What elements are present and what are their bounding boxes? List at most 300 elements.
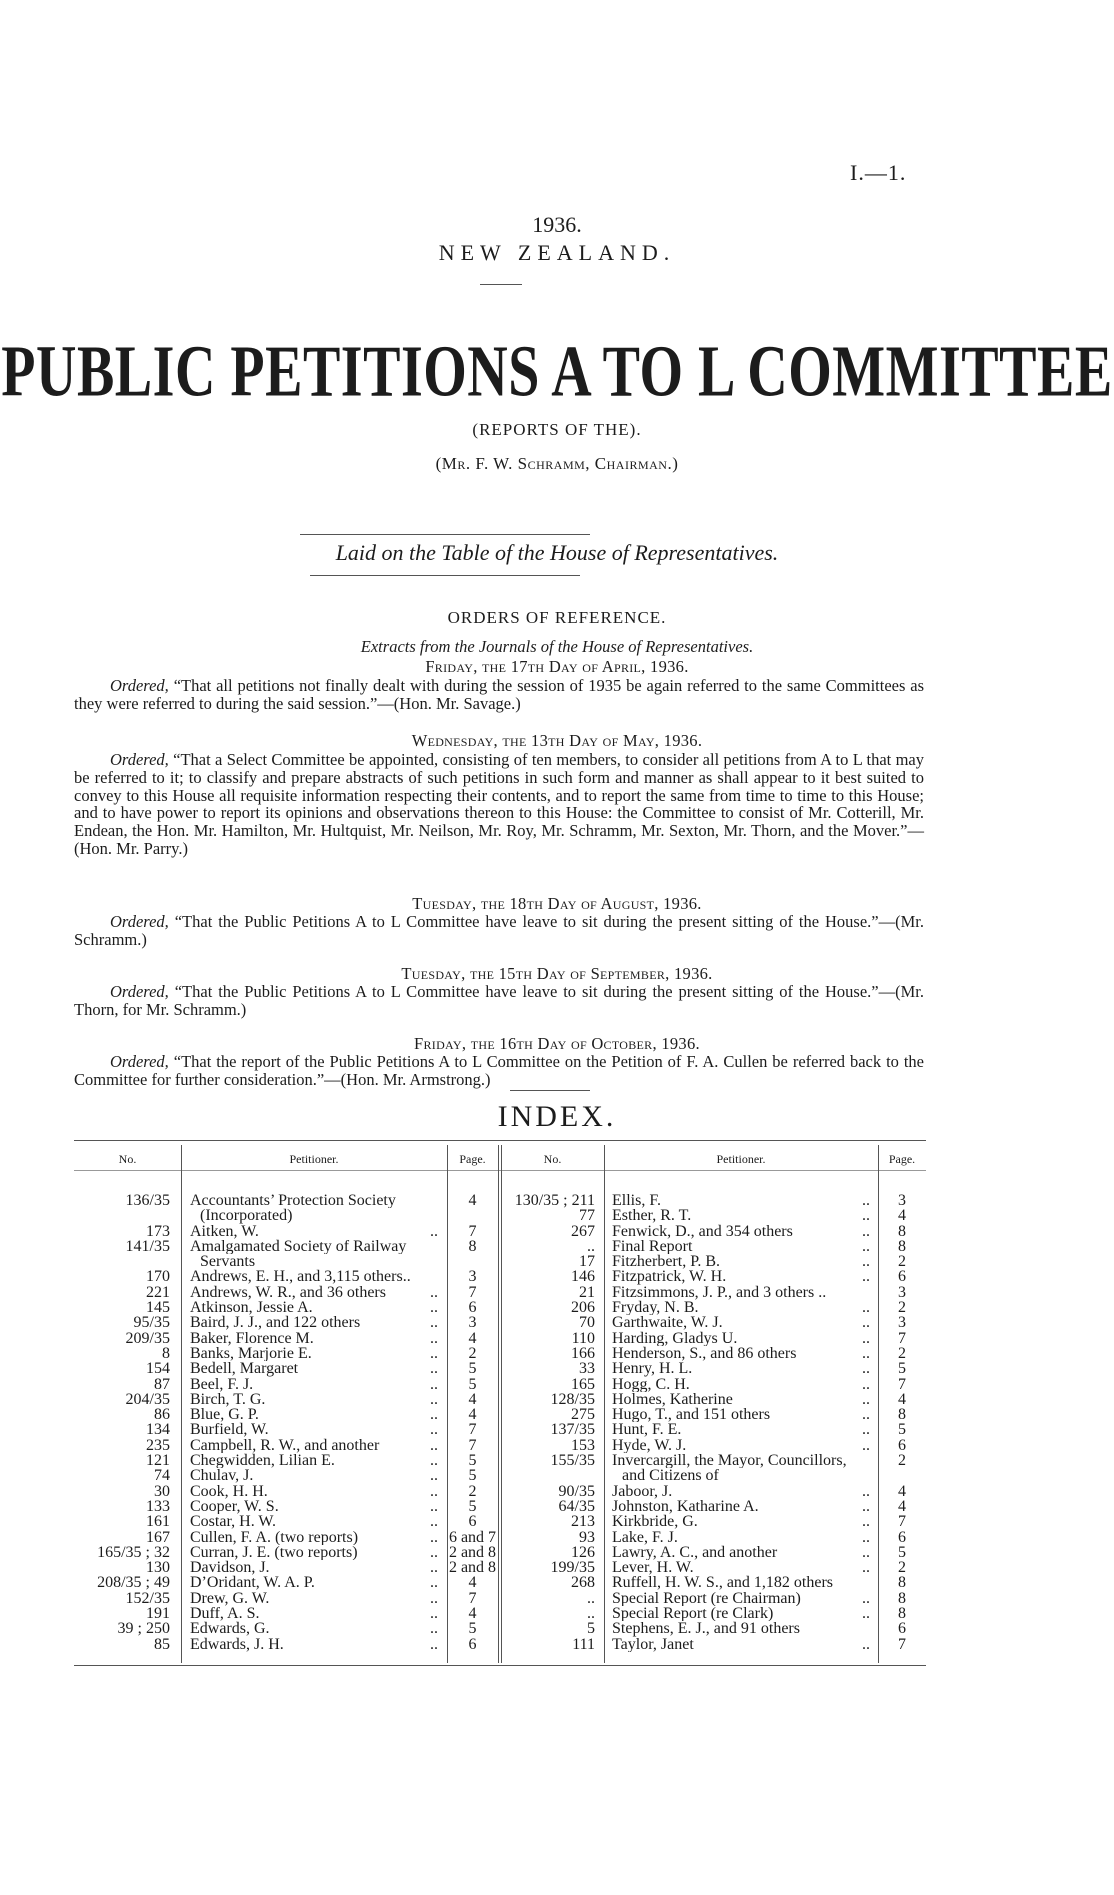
order-text: “That the report of the Public Petitions A to L Committee on the Petition of F. A. Cullen be referred back to the Committee for further consideration.”—(Hon. Mr. Armstrong.) [74, 1052, 925, 1089]
index-number: 221 [146, 1284, 170, 1301]
leader-dots: .. [862, 1361, 870, 1377]
index-petitioner [190, 1285, 442, 1300]
petitioner-name: Chegwidden, Lilian E. [190, 1453, 335, 1469]
index-number: 165/35 ; 32 [97, 1544, 170, 1561]
index-page: 5 [898, 1361, 906, 1377]
index-petitioner [190, 1224, 442, 1239]
petitioner-name: Duff, A. S. [190, 1606, 260, 1622]
index-page: 5 [468, 1361, 477, 1377]
petitioner-name: Cook, H. H. [190, 1483, 268, 1499]
index-page: 4 [898, 1498, 906, 1515]
column-rule [498, 1145, 499, 1663]
leader-dots: .. [430, 1483, 438, 1499]
leader-dots: .. [430, 1575, 438, 1591]
order-date: Friday, the 16th Day of October, 1936. [414, 1034, 700, 1053]
index-petitioner [612, 1285, 874, 1300]
index-page: 4 [468, 1407, 477, 1423]
index-petitioner [190, 1514, 442, 1529]
petitioner-name: Final Report [612, 1238, 693, 1255]
index-page: 4 [898, 1391, 906, 1408]
order-date: Wednesday, the 13th Day of May, 1936. [411, 731, 703, 750]
index-number: 86 [154, 1407, 170, 1423]
leader-dots: .. [862, 1208, 870, 1224]
petitioner-name: Lawry, A. C., and another [612, 1544, 778, 1561]
order-date: Friday, the 17th Day of April, 1936. [425, 657, 689, 676]
leader-dots: .. [430, 1498, 438, 1515]
right-page-column [878, 1193, 926, 1652]
order-text: “That all petitions not finally dealt with during the session of 1935 be again referred to the same Committees as they were referred to during the said session.”—(Hon. Mr. Savage.) [74, 676, 925, 713]
order-text: “That the Public Petitions A to L Committee have leave to sit during the present sitting of the House.”—(Mr. Thorn, for Mr. Schramm.) [74, 982, 924, 1019]
index-page: 6 [898, 1437, 906, 1454]
index-page: 7 [468, 1422, 477, 1438]
index-page: 5 [468, 1376, 477, 1392]
petitioner-name: Drew, G. W. [190, 1590, 270, 1607]
index-petitioner [190, 1545, 442, 1560]
index-petitioner [190, 1239, 442, 1254]
divider [300, 534, 590, 535]
index-petitioner [612, 1193, 874, 1208]
leader-dots: .. [862, 1254, 870, 1270]
order-date: Tuesday, the 18th Day of August, 1936. [412, 894, 702, 913]
leader-dots: .. [862, 1315, 870, 1331]
petitioner-name: Taylor, Janet [612, 1636, 694, 1652]
ordered-label: Ordered, [110, 982, 169, 1001]
petitioner-name: Esther, R. T. [612, 1208, 692, 1224]
petitioner-name: Ruffell, H. W. S., and 1,182 others [612, 1575, 834, 1591]
index-number: .. [587, 1590, 595, 1607]
petitioner-name: Amalgamated Society of Railway [190, 1238, 407, 1255]
index-page: 2 [898, 1560, 906, 1576]
index-petitioner [612, 1392, 874, 1407]
petitioner-name: Garthwaite, W. J. [612, 1315, 723, 1331]
index-page: 6 [898, 1269, 906, 1285]
leader-dots: .. [430, 1514, 438, 1530]
petitioner-name: Bedell, Margaret [190, 1361, 299, 1377]
index-number: 166 [571, 1345, 595, 1362]
index-page: 2 [898, 1300, 906, 1316]
petitioner-name: Campbell, R. W., and another [190, 1437, 380, 1454]
petitioner-name: Accountants’ Protection Society [190, 1193, 396, 1209]
index-petitioner [190, 1468, 442, 1483]
index-petitioner [190, 1361, 442, 1376]
petitioner-name: Fenwick, D., and 354 others [612, 1223, 793, 1239]
petitioner-name: Andrews, W. R., and 36 others [190, 1284, 386, 1301]
extracts-line: Extracts from the Journals of the House of Representatives. [360, 637, 754, 656]
index-petitioner [190, 1438, 442, 1453]
petitioner-name: Burfield, W. [190, 1422, 269, 1438]
leader-dots: .. [430, 1529, 438, 1545]
petitioner-name: Hugo, T., and 151 others [612, 1407, 771, 1423]
index-page: 3 [468, 1315, 477, 1331]
index-number: 146 [571, 1269, 595, 1285]
column-rule [604, 1145, 605, 1663]
index-page: 6 [468, 1300, 477, 1316]
index-number: .. [587, 1606, 595, 1622]
order-text: “That a Select Committee be appointed, consisting of ten members, to consider all petitions from A to L that may be referred to it; to classify and prepare abstracts of such petitions in such form and manner as shall appear to it best suited to convey to this House all requisite information respecting their contents, and to report the same from time to time to this House; and to have power to report its opinions and observations thereon to this House: the Committee to consist of Mr. Cotterill, Mr. Endean, the Hon. Mr. Hamilton, Mr. Hultquist, Mr. Neilson, Mr. Roy, Mr. Schramm, Mr. Sexton, Mr. Thorn, and the Mover.”—(Hon. Mr. Parry.) [74, 750, 925, 858]
index-page: 6 and 7 [448, 1529, 497, 1545]
index-number: 5 [587, 1621, 595, 1637]
laid-statement: Laid on the Table of the House of Representatives. [335, 540, 779, 565]
leader-dots: .. [430, 1453, 438, 1469]
leader-dots: .. [862, 1590, 870, 1607]
petitioner-name: Servants [200, 1254, 256, 1270]
index-page: 3 [898, 1284, 906, 1301]
country: NEW ZEALAND. [438, 240, 676, 265]
index-page: 7 [898, 1330, 906, 1346]
petitioner-name: (Incorporated) [200, 1208, 293, 1224]
index-title: INDEX. [497, 1100, 617, 1133]
index-page: 6 [468, 1514, 477, 1530]
index-number: 145 [146, 1300, 170, 1316]
index-petitioner [190, 1499, 442, 1514]
index-number: 213 [571, 1514, 595, 1530]
petitioner-name: Fitzherbert, P. B. [612, 1254, 720, 1270]
index-number: 191 [146, 1606, 170, 1622]
leader-dots: .. [862, 1300, 870, 1316]
leader-dots: .. [430, 1590, 438, 1607]
leader-dots: .. [862, 1514, 870, 1530]
leader-dots: .. [862, 1636, 870, 1652]
index-number: 153 [571, 1437, 595, 1454]
index-page: 5 [468, 1453, 477, 1469]
index-petitioner [612, 1637, 874, 1652]
petitioner-name: Fitzsimmons, J. P., and 3 others .. [612, 1284, 827, 1301]
index-petitioner [190, 1606, 442, 1621]
leader-dots: .. [430, 1376, 438, 1392]
index-petitioner [612, 1530, 874, 1545]
petitioner-name: Holmes, Katherine [612, 1391, 733, 1408]
petitioner-name: Beel, F. J. [190, 1376, 254, 1392]
index-petitioner [190, 1453, 442, 1468]
petitioner-name: Henderson, S., and 86 others [612, 1345, 797, 1362]
petitioner-name: Harding, Gladys U. [612, 1330, 738, 1346]
index-petitioner [612, 1499, 874, 1514]
leader-dots: .. [430, 1300, 438, 1316]
index-petitioner [612, 1621, 874, 1636]
index-page: 7 [468, 1223, 477, 1239]
index-number: 90/35 [558, 1483, 595, 1499]
index-page: 7 [468, 1590, 477, 1607]
petitioner-name: Atkinson, Jessie A. [190, 1300, 313, 1316]
index-petitioner [190, 1193, 442, 1208]
index-petitioner [190, 1560, 442, 1575]
leader-dots: .. [862, 1223, 870, 1239]
order-paragraph [74, 1053, 924, 1089]
column-rule [181, 1145, 182, 1663]
index-number: 268 [571, 1575, 595, 1591]
petitioner-name: Special Report (re Clark) [612, 1606, 774, 1622]
index-number [74, 1254, 170, 1269]
leader-dots: .. [862, 1376, 870, 1392]
index-number: 85 [154, 1636, 170, 1652]
index-number: 110 [571, 1330, 595, 1346]
index-petitioner [190, 1254, 442, 1269]
petitioner-name: Henry, H. L. [612, 1361, 693, 1377]
leader-dots: .. [430, 1606, 438, 1622]
leader-dots: .. [862, 1269, 870, 1285]
petitioner-name: Lever, H. W. [612, 1560, 694, 1576]
leader-dots: .. [430, 1284, 438, 1301]
index-number: 17 [579, 1254, 595, 1270]
leader-dots: .. [430, 1223, 438, 1239]
index-number: 204/35 [125, 1391, 170, 1408]
index-page: 2 and 8 [448, 1544, 497, 1561]
index-petitioner [190, 1637, 442, 1652]
table-top-rule [74, 1140, 926, 1141]
right-number-column [501, 1193, 595, 1652]
index-number: 275 [571, 1407, 595, 1423]
table-bottom-rule [74, 1665, 926, 1666]
petitioner-name: and Citizens of [622, 1468, 719, 1484]
index-number: 121 [146, 1453, 170, 1469]
table-header-rule [74, 1170, 926, 1171]
index-page: 4 [898, 1483, 906, 1499]
petitioner-name: Lake, F. J. [612, 1529, 678, 1545]
index-page: 8 [898, 1606, 906, 1622]
leader-dots: .. [430, 1621, 438, 1637]
petitioner-name: Chulav, J. [190, 1468, 254, 1484]
leader-dots: .. [430, 1315, 438, 1331]
index-petitioner [612, 1545, 874, 1560]
index-petitioner [612, 1361, 874, 1376]
index-number: 165 [571, 1376, 595, 1392]
header-no: No. [118, 1152, 137, 1166]
petitioner-name: Stephens, E. J., and 91 others [612, 1621, 800, 1637]
leader-dots: .. [430, 1330, 438, 1346]
leader-dots: .. [862, 1422, 870, 1438]
index-number: .. [587, 1238, 595, 1255]
index-page [447, 1254, 498, 1269]
index-petitioner [612, 1453, 874, 1468]
petitioner-name: Ellis, F. [612, 1193, 661, 1209]
index-number: 154 [146, 1361, 170, 1377]
index-page: 8 [898, 1223, 906, 1239]
index-petitioner [190, 1315, 442, 1330]
ordered-label: Ordered, [110, 912, 169, 931]
index-page: 5 [468, 1621, 477, 1637]
leader-dots: .. [862, 1483, 870, 1499]
index-page: 2 [898, 1453, 906, 1469]
index-number: 235 [146, 1437, 170, 1454]
petitioner-name: Johnston, Katharine A. [612, 1498, 759, 1515]
petitioner-name: Andrews, E. H., and 3,115 others.. [190, 1269, 411, 1285]
petitioner-name: Curran, J. E. (two reports) [190, 1544, 358, 1561]
index-number: 77 [579, 1208, 595, 1224]
index-petitioner [612, 1224, 874, 1239]
petitioner-name: Hyde, W. J. [612, 1437, 687, 1454]
order-date: Tuesday, the 15th Day of September, 1936. [401, 964, 713, 983]
index-number: 161 [146, 1514, 170, 1530]
index-petitioner [612, 1377, 874, 1392]
index-petitioner [612, 1575, 874, 1590]
index-number: 21 [579, 1284, 595, 1301]
index-number: 141/35 [125, 1238, 170, 1255]
order-text: “That the Public Petitions A to L Committee have leave to sit during the present sitting of the House.”—(Mr. Schramm.) [74, 912, 924, 949]
index-page: 4 [898, 1208, 906, 1224]
index-page: 2 [468, 1345, 477, 1362]
index-number: 128/35 [550, 1391, 595, 1408]
index-number [74, 1208, 170, 1223]
leader-dots: .. [430, 1437, 438, 1454]
header-page: Page. [888, 1152, 916, 1166]
petitioner-name: Hogg, C. H. [612, 1376, 690, 1392]
index-page: 6 [898, 1529, 906, 1545]
petitioner-name: Special Report (re Chairman) [612, 1590, 801, 1607]
index-number: 133 [146, 1498, 170, 1515]
index-page: 2 and 8 [448, 1560, 497, 1576]
index-petitioner [612, 1514, 874, 1529]
petitioner-name: Cooper, W. S. [190, 1498, 279, 1515]
index-page: 2 [898, 1254, 906, 1270]
header-petitioner: Petitioner. [716, 1152, 766, 1166]
index-page: 4 [468, 1606, 477, 1622]
index-number: 39 ; 250 [117, 1621, 170, 1637]
leader-dots: .. [862, 1193, 870, 1209]
leader-dots: .. [862, 1345, 870, 1362]
orders-heading: ORDERS OF REFERENCE. [447, 608, 667, 627]
subtitle: (REPORTS OF THE). [472, 420, 642, 439]
index-number: 208/35 ; 49 [97, 1575, 170, 1591]
divider [510, 1090, 590, 1091]
petitioner-name: Invercargill, the Mayor, Councillors, [612, 1453, 847, 1469]
index-petitioner [190, 1621, 442, 1636]
index-petitioner [190, 1407, 442, 1422]
index-page: 3 [898, 1193, 906, 1209]
petitioner-name: Banks, Marjorie E. [190, 1345, 312, 1362]
petitioner-name: Fitzpatrick, W. H. [612, 1269, 727, 1285]
index-petitioner [190, 1422, 442, 1437]
order-paragraph [74, 751, 924, 858]
leader-dots: .. [430, 1544, 438, 1561]
index-petitioner [612, 1438, 874, 1453]
leader-dots: .. [862, 1544, 870, 1561]
header-page: Page. [459, 1152, 486, 1166]
index-page: 5 [898, 1422, 906, 1438]
index-page: 5 [468, 1498, 477, 1515]
index-page: 4 [468, 1330, 477, 1346]
leader-dots: .. [430, 1391, 438, 1408]
divider [310, 575, 580, 576]
petitioner-name: Edwards, G. [190, 1621, 270, 1637]
index-petitioner [190, 1377, 442, 1392]
leader-dots: .. [862, 1330, 870, 1346]
index-number: 199/35 [550, 1560, 595, 1576]
leader-dots: .. [430, 1345, 438, 1362]
index-page: 6 [468, 1636, 477, 1652]
index-petitioner [190, 1208, 442, 1223]
index-page [878, 1468, 926, 1483]
index-petitioner [190, 1346, 442, 1361]
index-petitioner [190, 1392, 442, 1407]
ordered-label: Ordered, [110, 750, 169, 769]
petitioner-name: Birch, T. G. [190, 1391, 266, 1408]
petitioner-name: Aitken, W. [190, 1223, 259, 1239]
petitioner-name: Baker, Florence M. [190, 1330, 314, 1346]
index-petitioner [190, 1331, 442, 1346]
petitioner-name: Davidson, J. [190, 1560, 270, 1576]
leader-dots: .. [862, 1529, 870, 1545]
petitioner-name: D’Oridant, W. A. P. [190, 1575, 315, 1591]
index-number: 206 [571, 1300, 595, 1316]
index-number: 134 [146, 1422, 170, 1438]
index-number: 137/35 [550, 1422, 595, 1438]
left-page-column [447, 1193, 498, 1652]
index-petitioner [190, 1269, 442, 1284]
index-number: 155/35 [550, 1453, 595, 1469]
index-petitioner [612, 1606, 874, 1621]
leader-dots: .. [430, 1422, 438, 1438]
index-number: 170 [146, 1269, 170, 1285]
index-petitioner [612, 1300, 874, 1315]
index-number: 93 [579, 1529, 595, 1545]
right-petitioner-column [612, 1193, 874, 1652]
index-page: 7 [468, 1437, 477, 1454]
index-petitioner [612, 1208, 874, 1223]
index-page: 3 [468, 1269, 477, 1285]
index-number: 64/35 [558, 1498, 595, 1515]
index-number: 30 [154, 1483, 170, 1499]
index-number: 130/35 ; 211 [514, 1193, 595, 1209]
divider [480, 284, 522, 285]
index-page: 2 [898, 1345, 906, 1362]
header-petitioner: Petitioner. [289, 1152, 339, 1166]
order-paragraph [74, 913, 924, 949]
index-number: 70 [579, 1315, 595, 1331]
index-petitioner [612, 1254, 874, 1269]
index-number: 74 [154, 1468, 170, 1484]
index-petitioner [190, 1484, 442, 1499]
chairman: (Mr. F. W. Schramm, Chairman.) [435, 454, 679, 473]
index-page: 5 [468, 1468, 477, 1484]
left-number-column [74, 1193, 170, 1652]
year: 1936. [532, 212, 582, 237]
order-paragraph [74, 677, 924, 713]
order-paragraph [74, 983, 924, 1019]
index-number: 136/35 [125, 1193, 170, 1209]
index-page: 8 [898, 1575, 906, 1591]
page-reference: I.—1. [850, 160, 907, 185]
header-no: No. [543, 1152, 562, 1166]
leader-dots: .. [862, 1498, 870, 1515]
index-petitioner [612, 1484, 874, 1499]
petitioner-name: Costar, H. W. [190, 1514, 277, 1530]
index-page: 7 [468, 1284, 477, 1301]
index-page: 7 [898, 1376, 906, 1392]
petitioner-name: Jaboor, J. [612, 1483, 673, 1499]
leader-dots: .. [430, 1468, 438, 1484]
index-petitioner [612, 1346, 874, 1361]
index-page: 5 [898, 1544, 906, 1561]
ordered-label: Ordered, [110, 676, 169, 695]
index-page: 3 [898, 1315, 906, 1331]
petitioner-name: Edwards, J. H. [190, 1636, 284, 1652]
index-page: 4 [468, 1391, 477, 1408]
index-petitioner [612, 1315, 874, 1330]
left-petitioner-column [190, 1193, 442, 1652]
index-page: 8 [898, 1590, 906, 1607]
index-number: 173 [146, 1223, 170, 1239]
index-number: 267 [571, 1223, 595, 1239]
leader-dots: .. [430, 1361, 438, 1377]
index-page: 8 [468, 1238, 477, 1255]
index-number: 152/35 [125, 1590, 170, 1607]
index-number: 8 [162, 1345, 170, 1362]
index-page: 7 [898, 1514, 906, 1530]
leader-dots: .. [862, 1238, 870, 1255]
leader-dots: .. [430, 1636, 438, 1652]
petitioner-name: Baird, J. J., and 122 others [190, 1315, 361, 1331]
index-page: 8 [898, 1407, 906, 1423]
